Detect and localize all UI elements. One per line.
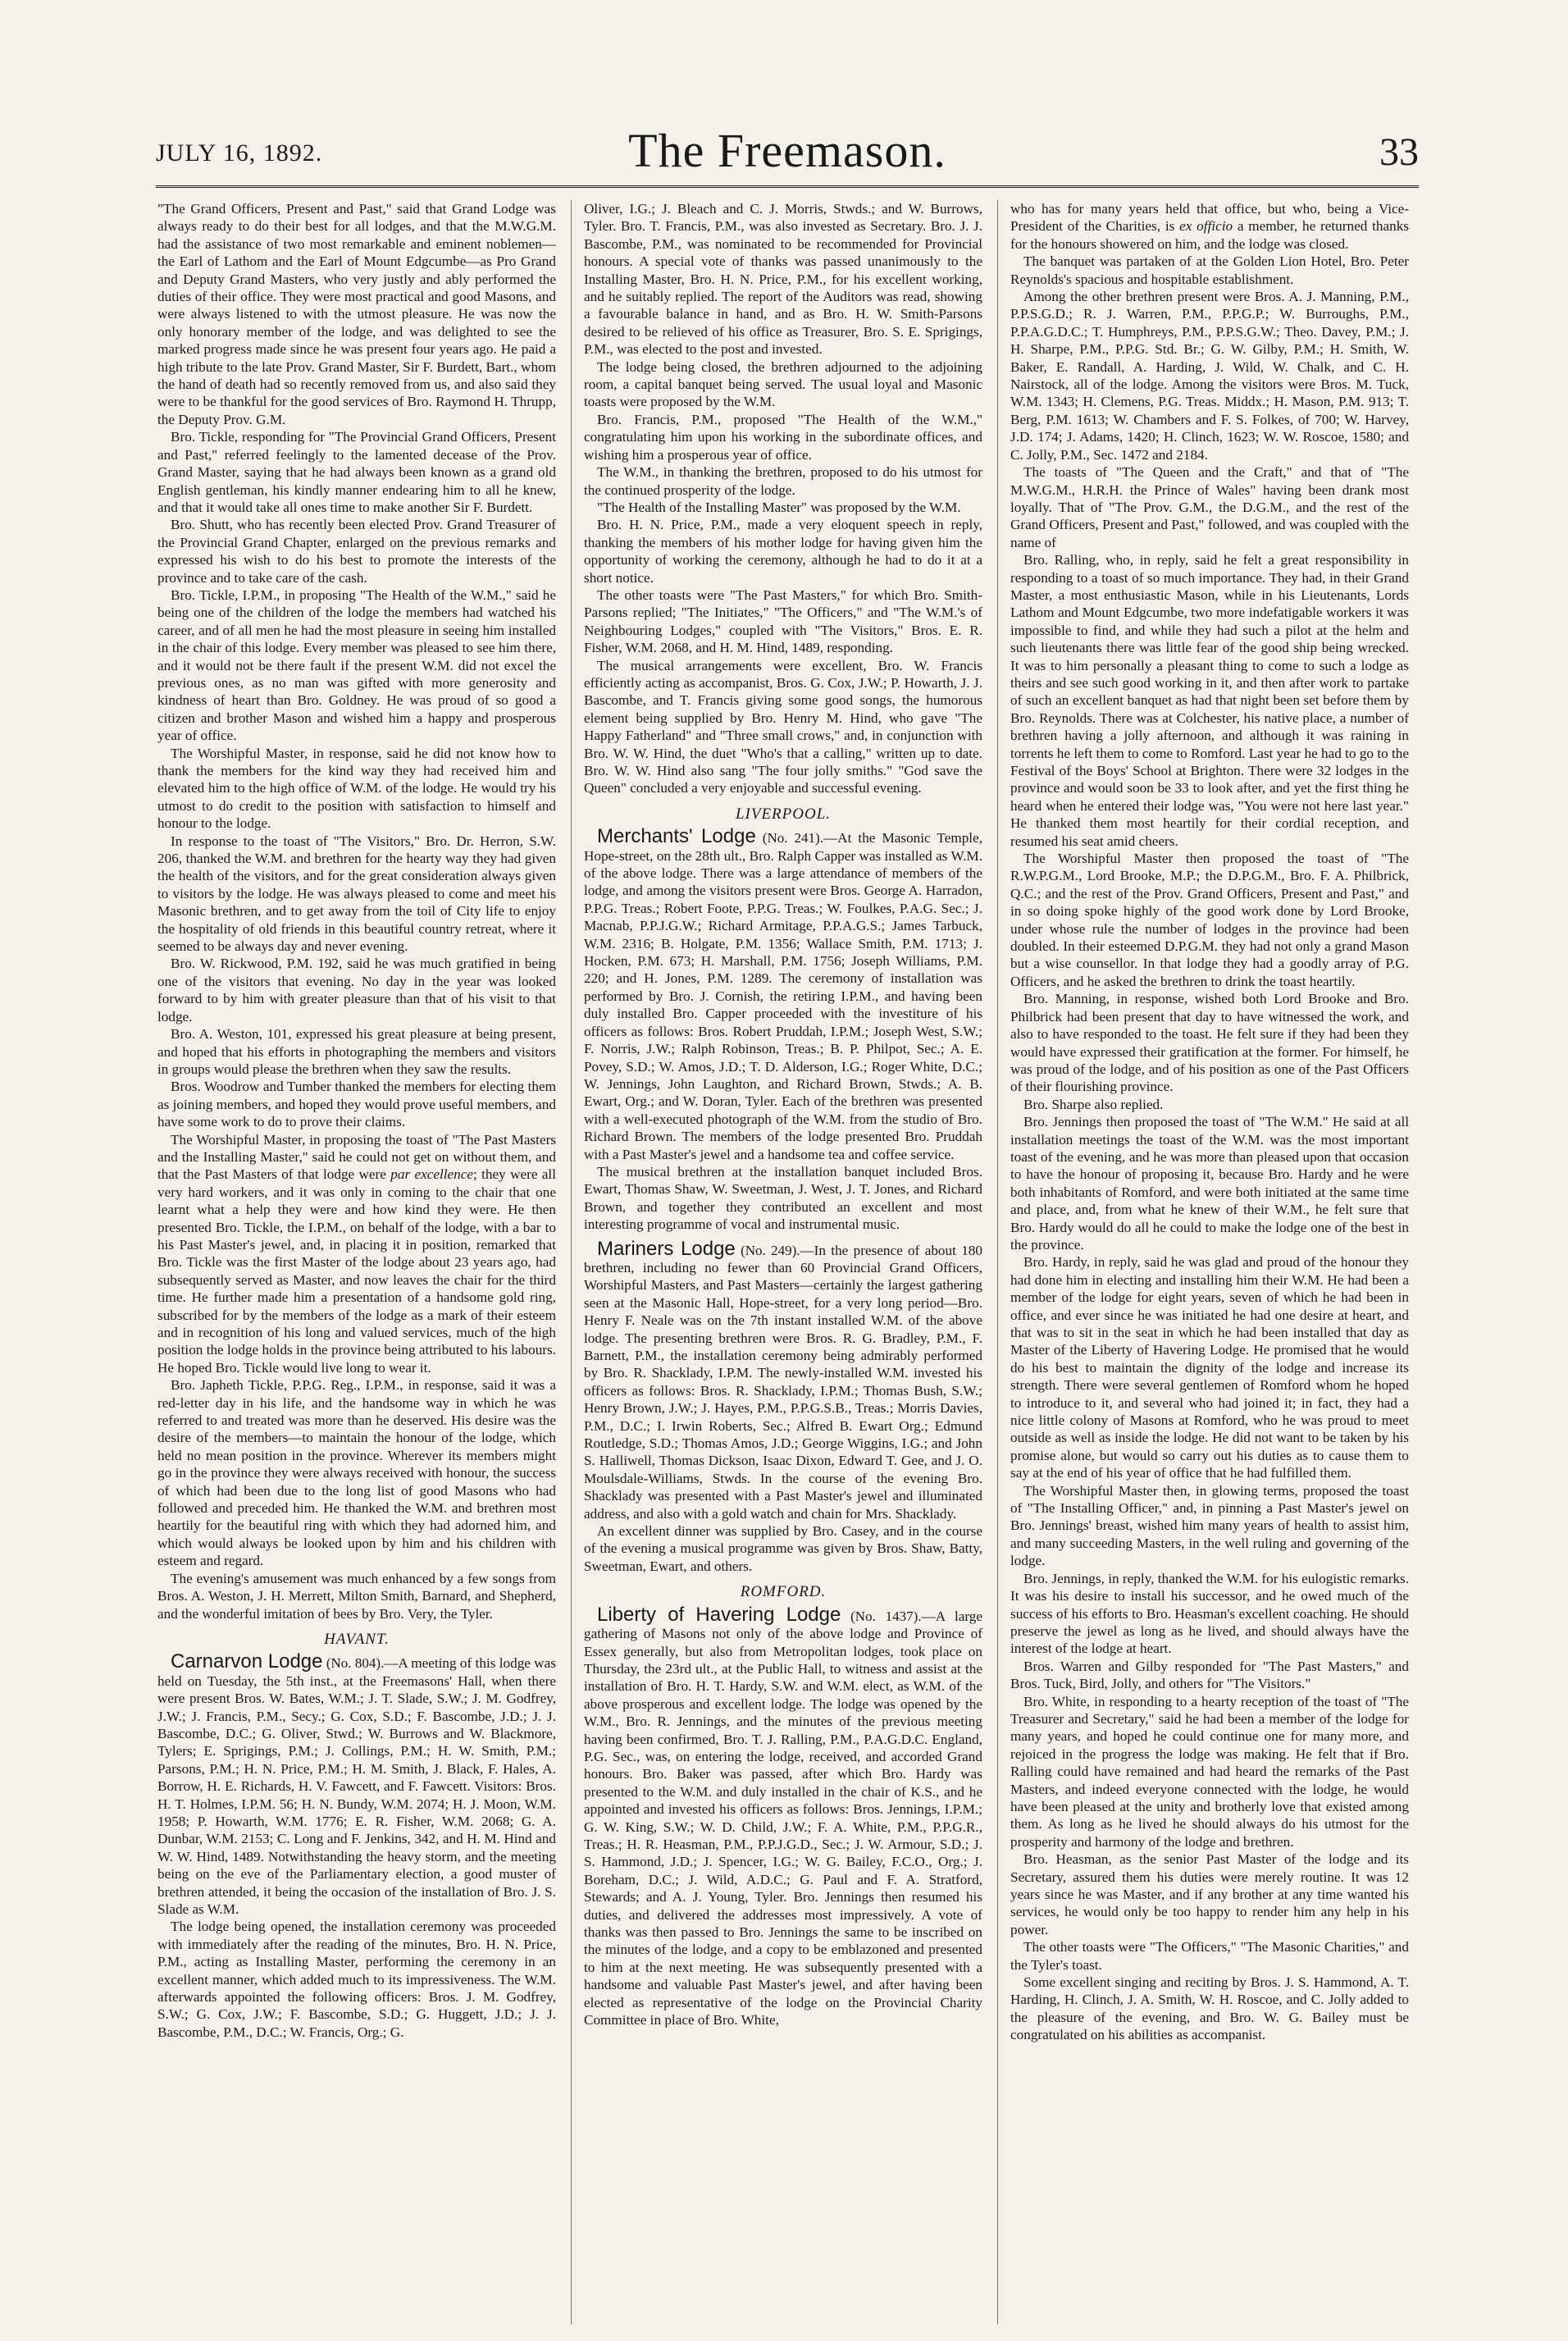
lodge-name: Liberty of Havering Lodge bbox=[597, 1603, 841, 1626]
column-3 bbox=[1010, 200, 1409, 2333]
paragraph: The Worshipful Master then, in glowing terms, proposed the toast of "The Installing Officer," and, in pinning a Past Master's jewel on Bro. Jennings' breast, wished him many years of health to assist him, and many succeeding Masters, in the well ruling and governing of the lodge. bbox=[1010, 1482, 1409, 1569]
paragraph: Bro. Tickle, responding for "The Provincial Grand Officers, Present and Past," referred feelingly to the lamented decease of the Prov. Grand Master, saying that he had always been known as a grand old English gentleman, his kindly manner endearing him to all he knew, and that it would take all ones time to make another Sir F. Burdett. bbox=[157, 429, 556, 515]
paragraph: The banquet was partaken of at the Golden Lion Hotel, Bro. Peter Reynolds's spacious and hospitable establishment. bbox=[1010, 253, 1409, 287]
text-run: who has for many years held that office, but who, being a Vice-President of the Charities, is bbox=[1010, 201, 1409, 235]
lodge-number: (No. 804). bbox=[326, 1655, 385, 1672]
lodge-report bbox=[157, 1650, 556, 1918]
lodge-name: Carnarvon Lodge bbox=[171, 1650, 323, 1673]
paragraph: The other toasts were "The Officers," "The Masonic Charities," and the Tyler's toast. bbox=[1010, 1939, 1409, 1973]
paragraph: The Worshipful Master then proposed the toast of "The R.W.P.G.M., Lord Brooke, M.P.; the D.P.G.M., Bro. F. A. Philbrick, Q.C.; and the rest of the Prov. Grand Officers, Present and Past," and in so doing spoke highly of the good work done by Lord Brooke, under whose rule the number of lodges in the province had been doubled. In their esteemed D.P.G.M. they had not only a grand Mason but a wise counsellor. In that lodge they had a goodly array of P.G. Officers, and he asked the brethren to drink the toast heartily. bbox=[1010, 851, 1409, 989]
section-heading-havant: HAVANT. bbox=[324, 1630, 390, 1648]
lodge-number: (No. 241). bbox=[762, 830, 823, 847]
paragraph: Bros. Warren and Gilby responded for "The Past Masters," and Bros. Tuck, Bird, Jolly, and others for "The Visitors." bbox=[1010, 1658, 1409, 1692]
newspaper-title: The Freemason. bbox=[628, 124, 946, 177]
paragraph: Bro. Tickle, I.P.M., in proposing "The Health of the W.M.," said he being one of the children of the lodge the members had watched his career, and of all men he had the most pleasure in seeing him installed in the chair of this lodge. Every member was pleased to see him there, and it would not be there fault if the present W.M. did not excel the previous ones, as no man was gifted with more generosity and kindness of heart than Bro. Goldney. He was proud of so good a citizen and brother Mason and wished him a happy and prosperous year of office. bbox=[157, 586, 556, 744]
paragraph: Bro. Heasman, as the senior Past Master of the lodge and its Secretary, assured them his duties were merely routine. It was 12 years since he was Master, and if any brother at any time wanted his services, he would only be too happy to render him any help in his power. bbox=[1010, 1851, 1409, 1937]
paragraph: The evening's amusement was much enhanced by a few songs from Bros. A. Weston, J. H. Merrett, Milton Smith, Barnard, and Shepherd, and the wonderful imitation of bees by Bro. Very, the Tyler. bbox=[157, 1570, 556, 1622]
paragraph: The musical brethren at the installation banquet included Bros. Ewart, Thomas Shaw, W. Sweetman, J. West, J. T. Jones, and Richard Brown, and together they contributed an excellent and most interesting programme of vocal and instrumental music. bbox=[584, 1163, 982, 1233]
column-divider bbox=[571, 200, 572, 2325]
paragraph: The W.M., in thanking the brethren, proposed to do his utmost for the continued prosperity of the lodge. bbox=[584, 464, 982, 498]
column-2 bbox=[584, 200, 982, 2333]
paragraph: The musical arrangements were excellent, Bro. W. Francis efficiently acting as accompanist, Bros. G. Cox, J.W.; P. Howarth, J. J. Bascombe, and T. Francis giving some good songs, the humorous element being supplied by Bro. Henry M. Hind, who gave "The Happy Fatherland" and "Three small crows," and, in conjunction with Bro. W. W. Hind, the duet "Who's that a calling," written up to date. Bro. W. W. Hind also sang "The four jolly smiths." "God save the Queen" concluded a very enjoyable and successful evening. bbox=[584, 657, 982, 796]
paragraph bbox=[1010, 200, 1409, 253]
paragraph: Among the other brethren present were Bros. A. J. Manning, P.M., P.P.S.G.D.; R. J. Warren, P.M., P.P.G.P.; W. Burroughs, P.M., P.P.A.G.D.C.; T. Humphreys, P.M., P.P.S.G.W.; Theo. Davey, P.M.; J. H. Sharpe, P.M., P.P.G. Std. Br.; G. W. Gilby, P.M.; H. Smith, W. Baker, E. Randall, A. Harding, J. Wild, W. Chalk, and C. H. Nairstock, all of the lodge. Among the visitors were Bros. M. Tuck, W.M. 1343; H. Clemens, P.G. Treas. Middx.; H. Mason, P.M. 913; T. Berg, P.M. 1613; W. Chambers and F. S. Folkes, of 700; W. Harvey, J.D. 174; J. Adams, 1420; H. Clinch, 1623; W. W. Roscoe, 1580; and C. Jolly, P.M., Sec. 1472 and 2184. bbox=[1010, 289, 1409, 463]
paragraph: Oliver, I.G.; J. Bleach and C. J. Morris, Stwds.; and W. Burrows, Tyler. Bro. T. Francis, P.M., was also invested as Secretary. Bro. J. J. Bascombe, P.M., was nominated to be recommended for Provincial honours. A special vote of thanks was passed unanimously to the Installing Master, Bro. H. N. Price, P.M., for his excellent working, and he suitably replied. The report of the Auditors was read, showing a favourable balance in hand, and as Bro. H. W. Smith-Parsons desired to be relieved of his office as Treasurer, Bro. S. E. Sprigings, P.M., was elected to the post and invested. bbox=[584, 201, 982, 358]
paragraph: In response to the toast of "The Visitors," Bro. Dr. Herron, S.W. 206, thanked the W.M. and brethren for the hearty way they had given the health of the visitors, and for the great consideration always given to visitors by the lodge. He was always pleased to come and meet his Masonic brethren, and to get away from the toil of City life to enjoy the hospitality of old friends in this beautiful country retreat, where it seemed to be always day and never evening. bbox=[157, 833, 556, 955]
lodge-number: (No. 1437). bbox=[850, 1608, 922, 1624]
paragraph: Bro. Japheth Tickle, P.P.G. Reg., I.P.M., in response, said it was a red-letter day in his life, and the handsome way in which he was referred to and treated was more than he deserved. His desire was the desire of the members—to maintain the honour of the lodge, which held no mean position in the province. Wherever its members might go in the province they were always received with honour, the success of which had been due to the long list of good Masons who had followed and preceded him. He thanked the W.M. and brethren most heartily for the beautiful ring with which they had adorned him, and which would always be looked upon by him and his children with esteem and regard. bbox=[157, 1377, 556, 1569]
paragraph: Bro. Shutt, who has recently been elected Prov. Grand Treasurer of the Provincial Grand Chapter, enlarged on the previous remarks and expressed his wish to do his best to promote the interests of the province and to take care of the cash. bbox=[157, 517, 556, 586]
column-1 bbox=[157, 200, 556, 2333]
paragraph: Bro. Ralling, who, in reply, said he felt a great responsibility in responding to a toast of so much importance. They had, in their Grand Master, a most enthusiastic Mason, while in his Lieutenants, Lords Lathom and Mount Edgcumbe, two more indefatigable workers it was impossible to find, and while they had such a pilot at the helm and such lieutenants there was little fear of the good ship being wrecked. It was to him personally a pleasant thing to come to such a lodge as theirs and see such good working in it, and then after work to partake of such an excellent banquet as had that night been set before them by Bro. Reynolds. There was at Colchester, his native place, a number of brethren having a jolly afternoon, and although it was raining in torrents he left them to come to Romford. Last year he had to go to the Festival of the Boys' School at Brighton. There were 32 lodges in the province and would soon be 33 to look after, and yet the first thing he heard when he entered their lodge was, "You were not here last year." He thanked them most heartily for their cordial reception, and resumed his seat amid cheers. bbox=[1010, 552, 1409, 849]
lodge-number: (No. 249). bbox=[741, 1242, 800, 1258]
paragraph: Bro. A. Weston, 101, expressed his great pleasure at being present, and hoped that his efforts in photographing the members and visitors in groups would please the brethren when they saw the results. bbox=[157, 1026, 556, 1077]
text-run: —A meeting of this lodge was held on Tuesday, the 5th inst., at the Freemasons' Hall, when there were present Bros. W. Bates, W.M.; J. T. Slade, S.W.; J. M. Godfrey, J.W.; J. Francis, P.M., Secy.; G. Cox, S.D.; F. Bascombe, J.D.; J. J. Bascombe, D.C.; G. Oliver, Stwd.; W. Burrows and W. Blackmore, Tylers; E. Sprigings, P.M.; J. Collings, P.M.; H. W. Smith, P.M.; Parsons, P.M.; H. N. Price, P.M.; H. M. Smith, J. Black, F. Hales, A. Borrow, H. E. Richards, H. V. Fawcett, and F. Fawcett. Visitors: Bros. H. T. Holmes, I.P.M. 56; H. N. Bundy, W.M. 2074; H. J. Moon, W.M. 1958; P. Howarth, W.M. 1776; E. R. Fisher, W.M. 2068; G. A. Dunbar, W.M. 2153; C. Long and F. Jenkins, 342, and H. M. Hind and W. W. Hind, 1489. Notwithstanding the heavy storm, and the meeting being on the eve of the Parliamentary election, a good muster of brethren attended, it being the occasion of the installation of Bro. J. S. Slade as W.M. bbox=[157, 1655, 556, 1917]
paragraph: Bro. Sharpe also replied. bbox=[1023, 1096, 1164, 1112]
paragraph: The lodge being opened, the installation ceremony was proceeded with immediately after the reading of the minutes, Bro. H. N. Price, P.M., acting as Installing Master, performing the ceremony in an excellent manner, which added much to its impressiveness. The W.M. afterwards appointed the following officers: Bros. J. M. Godfrey, S.W.; G. Cox, J.W.; F. Bascombe, S.D.; G. Huggett, J.D.; J. J. Bascombe, P.M., D.C.; W. Francis, Org.; G. bbox=[157, 1919, 556, 2040]
masthead bbox=[156, 123, 1419, 188]
paragraph: Bro. White, in responding to a hearty reception of the toast of "The Treasurer and Secretary," said he had been a member of the lodge for many years, and hoped he could continue one for many more, and rejoiced in the progress the lodge was making. He felt that if Bro. Ralling could have remained and had heard the remarks of the Past Masters, and indeed everyone connected with the lodge, he would have been pleased at the unity and brotherly love that existed among them. As long as he lived he should always do his utmost for the prosperity and harmony of the lodge and brethren. bbox=[1010, 1693, 1409, 1850]
issue-date: JULY 16, 1892. bbox=[156, 139, 323, 167]
page-number: 33 bbox=[1379, 130, 1419, 174]
column-divider bbox=[997, 200, 998, 2325]
section-heading-liverpool: LIVERPOOL. bbox=[735, 805, 832, 823]
paragraph: The other toasts were "The Past Masters," for which Bro. Smith-Parsons replied; "The Initiates," "The Officers," and "The W.M.'s of Neighbouring Lodges," coupled with "The Visitors," Bros. E. R. Fisher, W.M. 2068, and H. M. Hind, 1489, responding. bbox=[584, 586, 982, 656]
paragraph: Bro. W. Rickwood, P.M. 192, said he was much gratified in being one of the visitors that evening. No day in the year was looked forward to by him with greater pleasure than that of his visit to that lodge. bbox=[157, 956, 556, 1024]
paragraph: Bro. Hardy, in reply, said he was glad and proud of the honour they had done him in electing and installing him their W.M. He had been a member of the lodge for eight years, seven of which he had been in office, and ever since he was initiated he had one desire at heart, and that was to sit in the seat in which he had been installed that day as Master of the Liberty of Havering Lodge. He promised that he would do his best to maintain the dignity of the lodge and increase its strength. There were several gentlemen of Romford whom he hoped to introduce to it, and several who had joined it; in fact, they had a nice little colony of Masons at Romford, who he was proud to meet outside as well as inside the lodge. He did not want to be taken by his promise alone, but would so carry out his duties as to cause them to say at the end of his year of office that he had fulfilled them. bbox=[1010, 1254, 1409, 1481]
paragraph: An excellent dinner was supplied by Bro. Casey, and in the course of the evening a musical programme was given by Bros. Shaw, Batty, Sweetman, Ewart, and others. bbox=[584, 1523, 982, 1574]
lodge-report bbox=[584, 825, 982, 1163]
text-run: The Worshipful Master, in proposing the toast of "The Past Masters and the Installing Master," said he could not get on without them, and that the Past Masters of that lodge were bbox=[157, 1131, 556, 1183]
italic-phrase: par excellence bbox=[390, 1166, 474, 1183]
lodge-name: Merchants' Lodge bbox=[597, 825, 756, 848]
paragraph: Bro. Jennings, in reply, thanked the W.M. for his eulogistic remarks. It was his desire to install his successor, and he owed much of the success of his efforts to Bro. Heasman's excellent coaching. He should preserve the jewel as long as he lived, and should always have the interest of the lodge at heart. bbox=[1010, 1570, 1409, 1657]
paragraph: Bro. Francis, P.M., proposed "The Health of the W.M.," congratulating him upon his working in the subordinate offices, and wishing him a prosperous year of office. bbox=[584, 411, 982, 463]
paragraph: The Worshipful Master, in response, said he did not know how to thank the members for the kind way they had received him and elevated him to the high office of W.M. of the lodge. He would try his utmost to do credit to the position with satisfaction to himself and honour to the lodge. bbox=[157, 745, 556, 832]
section-heading-romford: ROMFORD. bbox=[740, 1583, 827, 1601]
paragraph: Some excellent singing and reciting by Bros. J. S. Hammond, A. T. Harding, H. Clinch, J. A. Smith, W. H. Roscoe, and C. Jolly added to the pleasure of the evening, and Bro. W. G. Bailey must be congratulated on his abilities as accompanist. bbox=[1010, 1974, 1409, 2043]
paragraph: Bro. Jennings then proposed the toast of "The W.M." He said at all installation meetings the toast of the W.M. was the most important toast of the evening, and he was more than pleased upon that occasion to have the honour of proposing it, because Bro. Hardy and he were both inhabitants of Romford, and were both initiated at the same time and place, and, from what he knew of their W.M., he felt sure that Bro. Hardy would do all he could to make the lodge one of the best in the province. bbox=[1010, 1114, 1409, 1253]
text-run: —In the presence of about 180 brethren, including no fewer than 60 Provincial Grand Officers, Worshipful Masters, and Past Masters—certainly the largest gathering seen at the Masonic Hall, Hope-street, for a very long period—Bro. Henry F. Neale was on the 7th instant installed W.M. of the above lodge. The presenting brethren were Bros. R. G. Bradley, P.M., F. Barnett, P.M., the installation ceremony being admirably performed by Bro. R. Shacklady, I.P.M. The newly-installed W.M. invested his officers as follows: Bros. R. Shacklady, I.P.M.; Thomas Bush, S.W.; Henry Brown, J.W.; J. Hayes, P.M., P.P.G.S.B., Treas.; Morris Davies, P.M., D.C.; I. Irwin Roberts, Sec.; Alfred B. Ewart Org.; Edmund Routledge, S.D.; Thomas Amos, J.D.; George Wiggins, I.G.; and John S. Halliwell, Thomas Dickson, Isaac Dixon, Edward T. Gee, and J. O. Moulsdale-Williams, Stwds. In the course of the evening Bro. Shacklady was presented with a Past Master's jewel and illuminated address, and also with a gold watch and chain for Mrs. Shacklady. bbox=[584, 1242, 982, 1522]
paragraph: The lodge being closed, the brethren adjourned to the adjoining room, a capital banquet being served. The usual loyal and Masonic toasts were proposed by the W.M. bbox=[584, 358, 982, 410]
text-run: ; they were all very hard workers, and it was only in coming to the chair that one learnt what a help they were and how kind they were. He then presented Bro. Tickle, the I.P.M., on behalf of the lodge, with a bar to his Past Master's jewel, and, in placing it in position, remarked that Bro. Tickle was the first Master of the lodge about 23 years ago, had subsequently served as Master, and now leaves the chair for the third time. He further made him a presentation of a handsome gold ring, subscribed for by the members of the lodge as a mark of their esteem and in recognition of his long and valued services, much of the high position the lodge holds in the province being attributed to his labours. He hoped Bro. Tickle would live long to wear it. bbox=[157, 1166, 556, 1376]
paragraph: "The Grand Officers, Present and Past," said that Grand Lodge was always ready to do their best for all lodges, and that the M.W.G.M. had the assistance of two most remarkable and eminent noblemen—the Earl of Lathom and the Earl of Mount Edgcumbe—as Pro Grand and Deputy Grand Masters, who very justly and ably performed the duties of their office. They were most practical and good Masons, and were always listened to with the utmost pleasure. He was now the only honorary member of the lodge, and was delighted to see the marked progress made since he was present four years ago. He paid a high tribute to the late Prov. Grand Master, Sir F. Burdett, Bart., whom the hand of death had so recently removed from us, and also said they were to be thankful for the good services of Bro. Raymond H. Thrupp, the Deputy Prov. G.M. bbox=[157, 201, 556, 427]
text-run: a member, he returned thanks for the honours showered on him, and the lodge was closed. bbox=[1010, 218, 1409, 252]
text-run: —At the Masonic Temple, Hope-street, on the 28th ult., Bro. Ralph Capper was installed as W.M. of the above lodge. There was a large attendance of members of the lodge, and among the visitors present were Bros. George A. Harradon, P.P.G. Treas.; Robert Foote, P.P.G. Treas.; W. Foulkes, P.A.G. Sec.; J. Macnab, P.P.J.G.W.; Richard Armitage, P.P.A.G.S.; James Tarbuck, W.M. 2316; B. Holgate, P.M. 1356; Wallace Smith, P.M. 1713; J. Hocken, P.M. 673; H. Marshall, P.M. 1756; Joseph Williams, P.M. 220; and H. Jones, P.M. 1289. The ceremony of installation was performed by Bro. J. Cornish, the retiring I.P.M., and having been duly installed Bro. Capper proceeded with the investiture of his officers as follows: Bros. Robert Pruddah, I.P.M.; Joseph West, S.W.; F. Norris, J.W.; Ralph Robinson, Treas.; B. P. Philpot, Sec.; A. E. Povey, S.D.; W. Amos, J.D.; T. D. Alderson, I.G.; Roger White, D.C.; W. Jennings, John Laughton, and Richard Brown, Stwds.; A. B. Ewart, Org.; and W. Doran, Tyler. Each of the brethren was presented with a well-executed photograph of the W.M. from the studio of Bro. Richard Brown. The members of the lodge presented Bro. Pruddah with a Past Master's jewel and a handsome tea and coffee service. bbox=[584, 830, 982, 1162]
italic-phrase: ex officio bbox=[1179, 218, 1233, 235]
paragraph: Bro. H. N. Price, P.M., made a very eloquent speech in reply, thanking the members of his mother lodge for having given him the opportunity of working the ceremony, although he had to do it at a short notice. bbox=[584, 517, 982, 586]
paragraph: Bros. Woodrow and Tumber thanked the members for electing them as joining members, and hoped they would prove useful members, and have some work to do to prove their claims. bbox=[157, 1079, 556, 1130]
paragraph: "The Health of the Installing Master" was proposed by the W.M. bbox=[597, 499, 961, 515]
paragraph bbox=[157, 1131, 556, 1377]
text-run: —A large gathering of Masons not only of the above lodge and Province of Essex generally, but also from Metropolitan lodges, took place on Thursday, the 23rd ult., at the Public Hall, to witness and assist at the installation of Bro. H. T. Hardy, S.W. and W.M. elect, as W.M. of the above prosperous and excellent lodge. The lodge was opened by the W.M., Bro. R. Jennings, and the minutes of the previous meeting having been confirmed, Bro. T. J. Ralling, P.M., P.A.G.D.C. England, P.G. Sec., was, on entering the lodge, received, and accorded Grand honours. Bro. Baker was passed, after which Bro. Hardy was presented to the W.M. and duly installed in the chair of K.S., and he appointed and invested his officers as follows: Bros. Jennings, I.P.M.; G. W. King, S.W.; W. D. Child, J.W.; F. A. White, P.M., P.P.G.R., Treas.; H. R. Heasman, P.M., P.P.J.G.D., Sec.; J. W. Armour, S.D.; J. S. Hammond, J.D.; J. Spencer, I.G.; W. G. Bailey, F.C.O., Org.; J. Boreham, D.C.; J. Wild, A.D.C.; G. Paul and F. A. Stratford, Stewards; and A. J. Young, Tyler. Bro. Jennings then resumed his duties, and delivered the addresses most impressively. A vote of thanks was then passed to Bro. Jennings the same to be inscribed on the minutes of the lodge, and a copy to be emblazoned and presented to him at the next meeting. He was subsequently presented with a handsome and valuable Past Master's jewel, and after having been elected as representative of the lodge on the Provincial Charity Committee in place of Bro. White, bbox=[584, 1608, 982, 2028]
lodge-name: Mariners Lodge bbox=[597, 1237, 736, 1260]
paragraph: Bro. Manning, in response, wished both Lord Brooke and Bro. Philbrick had been present that day to have witnessed the work, and also to have responded to the toast. He felt sure if they had been they would have expressed their gratification at the former. For himself, he was proud of the lodge, and of his position as one of the Past Officers of their flourishing province. bbox=[1010, 991, 1409, 1095]
lodge-report bbox=[584, 1603, 982, 2029]
lodge-report bbox=[584, 1237, 982, 1523]
paragraph: The toasts of "The Queen and the Craft," and that of "The M.W.G.M., H.R.H. the Prince of Wales" having been drank most loyally. That of "The Prov. G.M., the D.G.M., and the rest of the Grand Officers, Present and Past," followed, and was coupled with the name of bbox=[1010, 464, 1409, 550]
